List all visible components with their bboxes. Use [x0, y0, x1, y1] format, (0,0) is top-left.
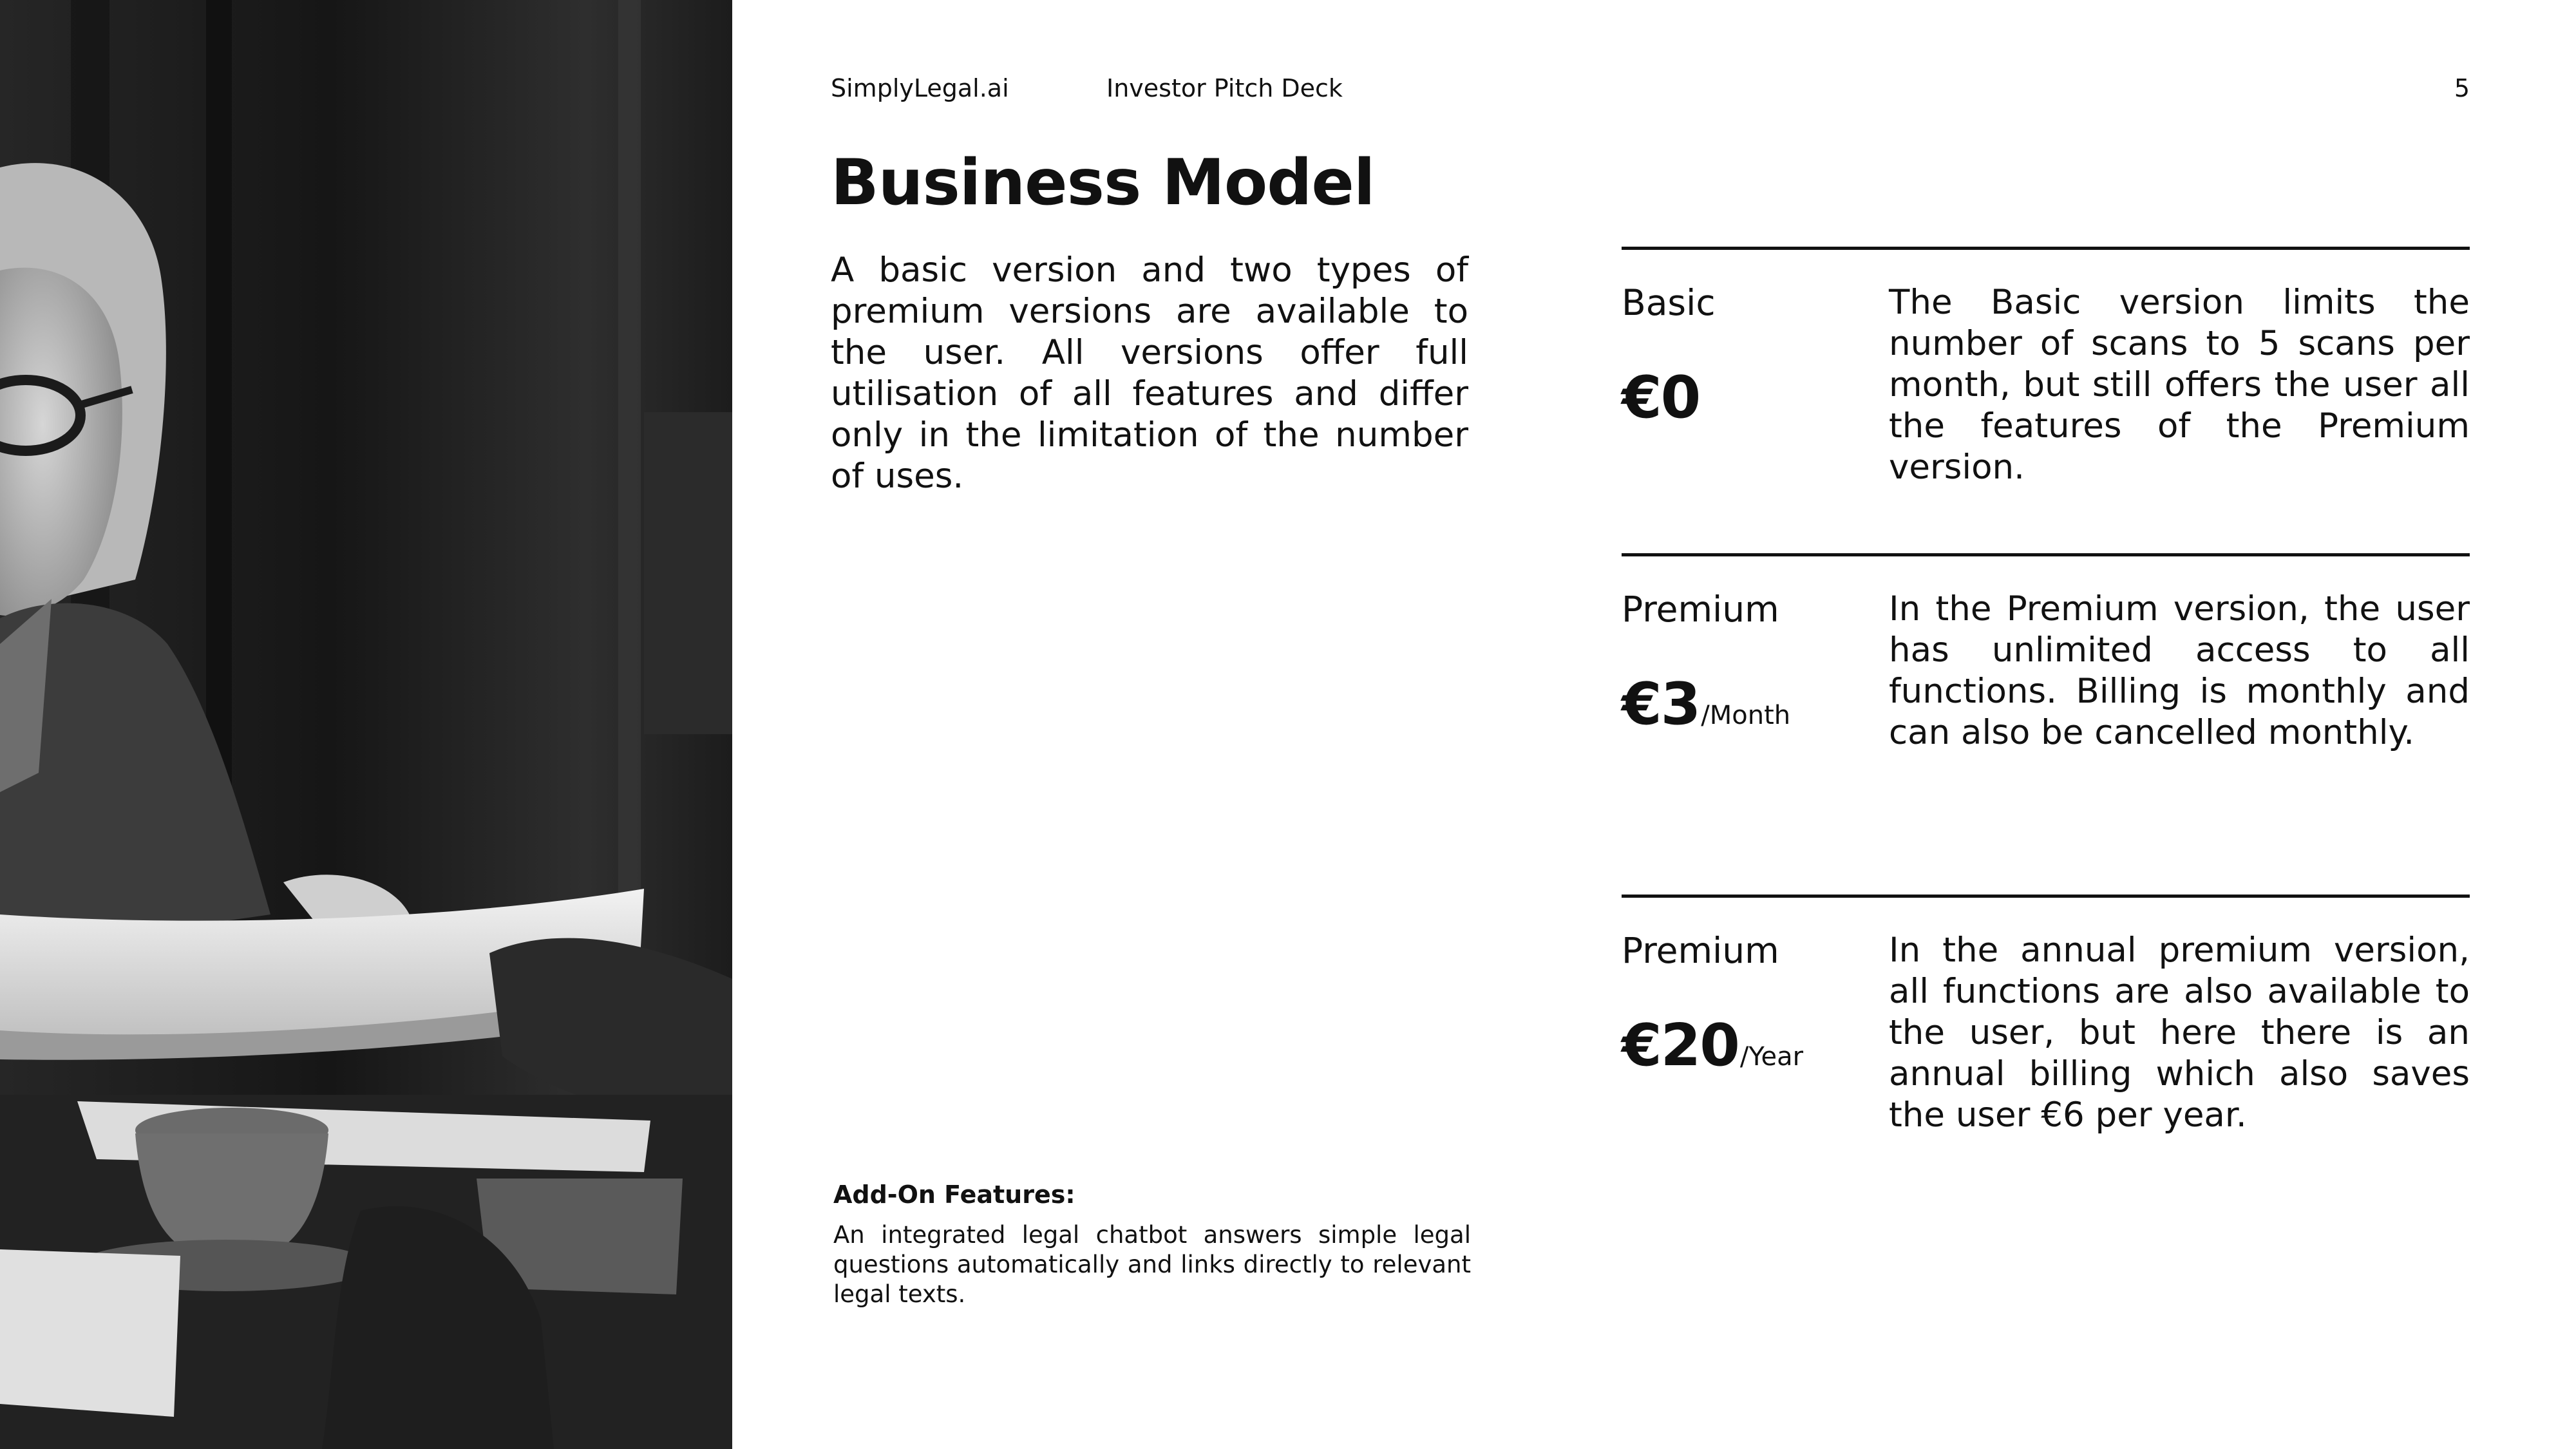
- plan-price: [1622, 364, 1701, 431]
- plan-price: [1622, 1012, 1803, 1079]
- price-amount: €0: [1622, 364, 1700, 431]
- price-period: /Month: [1701, 701, 1791, 730]
- page-number: 5: [2454, 74, 2470, 102]
- deck-label: Investor Pitch Deck: [1106, 74, 1343, 102]
- meeting-photo: [0, 0, 732, 1449]
- brand-name: SimplyLegal.ai: [831, 74, 1009, 102]
- plan-divider: [1622, 247, 2470, 250]
- plan-divider: [1622, 553, 2470, 556]
- page-title: Business Model: [831, 146, 1375, 220]
- plan-divider: [1622, 895, 2470, 898]
- price-period: /Year: [1739, 1042, 1804, 1072]
- price-amount: €20: [1622, 1012, 1739, 1079]
- plan-price: [1622, 670, 1790, 738]
- addon-heading: Add-On Features:: [833, 1180, 1075, 1209]
- plan-description: In the annual premium version, all functions are also available to the user, but here there is an annual billing which also saves the user €6 per year.: [1889, 931, 2470, 1135]
- plan-name: Premium: [1622, 930, 1779, 971]
- plan-description: The Basic version limits the number of scans to 5 scans per month, but still offers the user all the features of the Premium version.: [1889, 283, 2470, 487]
- plan-name: Premium: [1622, 589, 1779, 630]
- plan-name: Basic: [1622, 282, 1716, 323]
- price-amount: €3: [1622, 670, 1700, 738]
- intro-text: A basic version and two types of premium versions are available to the user. All versions offer full utilisation of all features and differ only in the limitation of the number of uses.: [831, 251, 1468, 496]
- plan-description: In the Premium version, the user has unlimited access to all functions. Billing is monthly and can also be cancelled monthly.: [1889, 589, 2470, 752]
- addon-text: An integrated legal chatbot answers simple legal questions automatically and links directly to relevant legal texts.: [833, 1221, 1471, 1308]
